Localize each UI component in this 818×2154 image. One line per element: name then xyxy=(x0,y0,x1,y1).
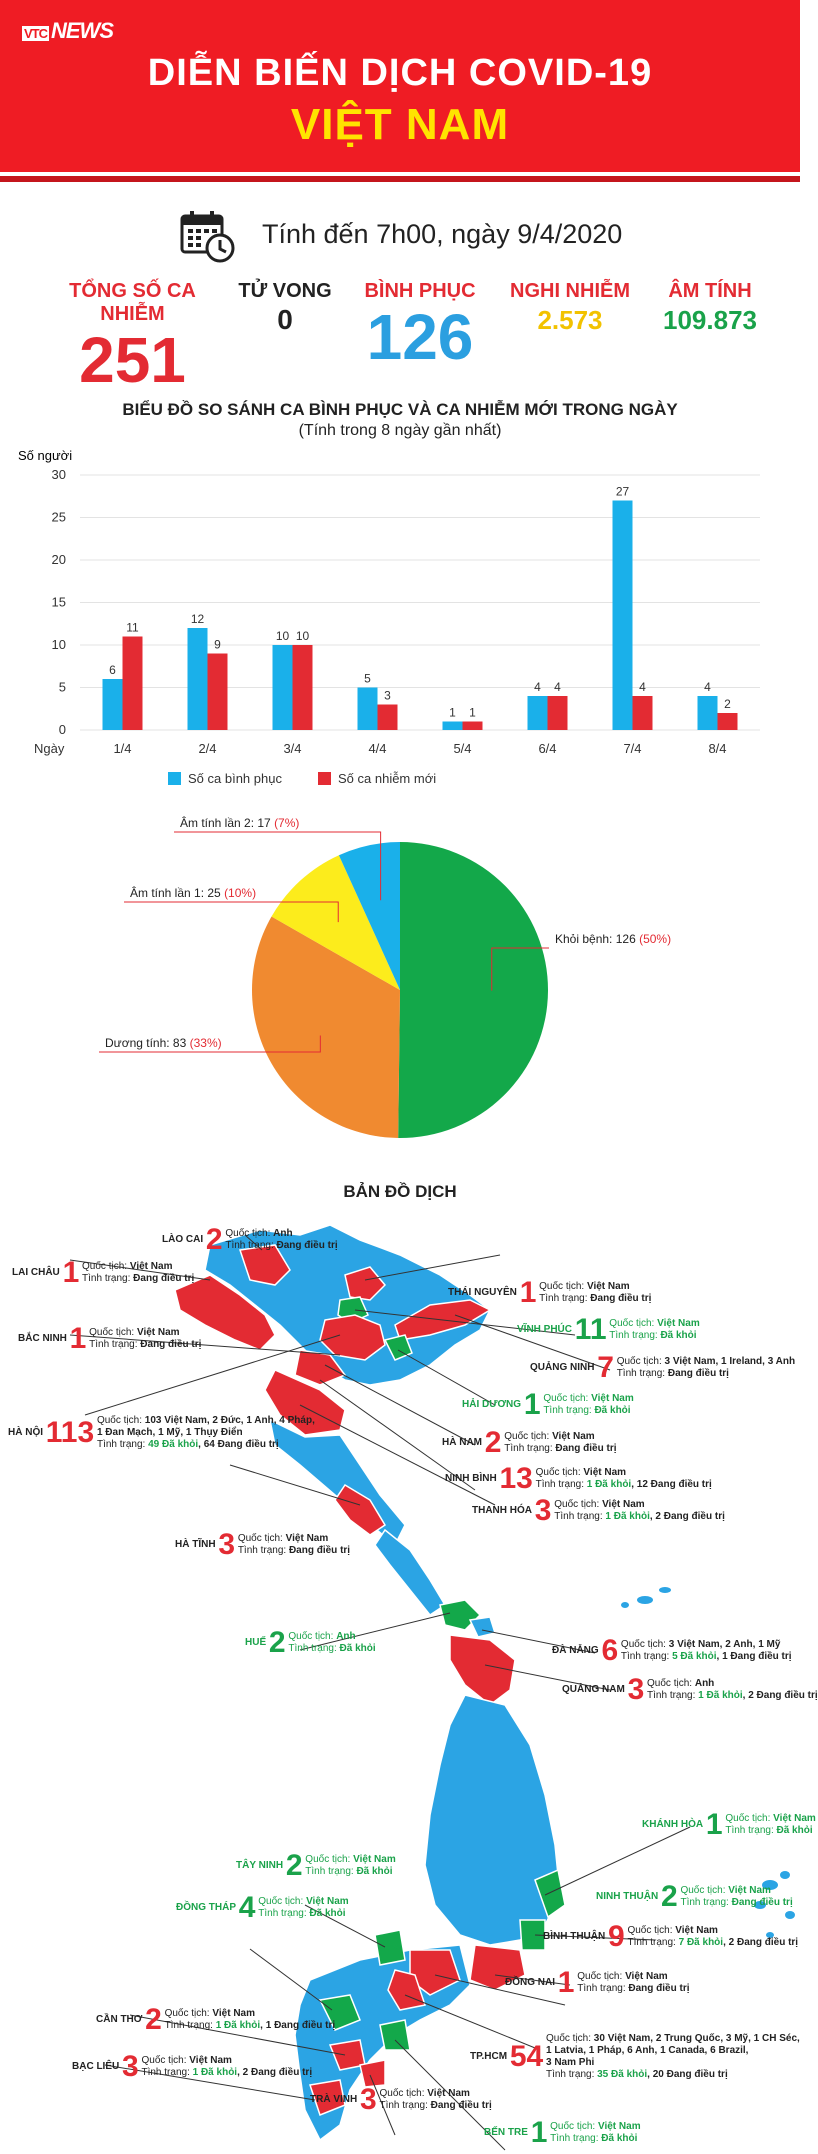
bar-data-label: 9 xyxy=(214,637,221,652)
vtc-news-logo[interactable]: VTC NEWS xyxy=(24,18,113,43)
y-tick-label: 15 xyxy=(51,594,66,610)
x-tick-label: 8/4 xyxy=(708,741,727,756)
map-label-bac-lieu: BẠC LIÊU 3 Quốc tịch: Việt Nam Tình trạng: 1 Đã khỏi, 2 Đang điều trị xyxy=(72,2050,313,2083)
pie-label xyxy=(555,932,671,946)
map-label-quang-ninh: QUẢNG NINH 7 Quốc tịch: 3 Việt Nam, 1 Ireland, 3 Anh Tình trạng: Đang điều trị xyxy=(530,1351,796,1384)
pie-label-text: Âm tính lần 2: 17 xyxy=(180,816,275,830)
bar xyxy=(718,713,738,730)
bar xyxy=(188,628,208,730)
pie-chart xyxy=(0,810,800,1180)
bar xyxy=(378,705,398,731)
bar xyxy=(443,722,463,731)
pie-label-pct: (10%) xyxy=(224,886,257,900)
pie-label-text: Dương tính: 83 xyxy=(105,1036,190,1050)
y-tick-label: 30 xyxy=(51,467,66,482)
bar xyxy=(293,645,313,730)
x-tick-label: 2/4 xyxy=(198,741,217,756)
x-tick-label: 3/4 xyxy=(283,741,302,756)
page-subtitle: VIỆT NAM xyxy=(290,100,510,149)
x-axis-label: Ngày xyxy=(34,741,65,756)
stat-label: ÂM TÍNH xyxy=(668,280,752,302)
y-tick-label: 20 xyxy=(51,552,66,567)
bar-data-label: 4 xyxy=(704,680,711,694)
bar xyxy=(698,696,718,730)
bar-data-label: 6 xyxy=(109,663,116,677)
stat-value: 126 xyxy=(366,301,474,373)
bar xyxy=(463,722,483,731)
pie-label-text: Khỏi bệnh: 126 xyxy=(555,932,640,946)
date-text: Tính đến 7h00, ngày 9/4/2020 xyxy=(262,218,623,249)
map-label-quang-nam: QUẢNG NAM 3 Quốc tịch: Anh Tình trạng: 1 Đã khỏi, 2 Đang điều trị xyxy=(562,1673,818,1706)
stat-total-cases xyxy=(40,280,225,394)
legend-label: Số ca nhiễm mới xyxy=(338,771,437,786)
map-label-tra-vinh: TRÀ VINH 3 Quốc tịch: Việt Nam Tình trạng: Đang điều trị xyxy=(310,2083,492,2116)
map-label-hue: HUẾ 2 Quốc tịch: Anh Tình trạng: Đã khỏi xyxy=(245,1626,376,1659)
pie-label xyxy=(180,815,299,830)
map-label-can-tho: CẦN THƠ 2 Quốc tịch: Việt Nam Tình trạng: 1 Đã khỏi, 1 Đang điều trị xyxy=(96,2003,336,2036)
pie-label xyxy=(130,885,256,900)
chart-subtitle: (Tính trong 8 ngày gần nhất) xyxy=(298,422,502,439)
x-tick-label: 6/4 xyxy=(538,741,557,756)
map-region-ben-tre xyxy=(380,2020,410,2050)
header-banner xyxy=(0,0,800,172)
y-axis-label: Số người xyxy=(18,448,73,463)
map-label-ha-tinh: HÀ TĨNH 3 Quốc tịch: Việt Nam Tình trạng: Đang điều trị xyxy=(175,1528,351,1561)
map-label-ninh-binh: NINH BÌNH 13 Quốc tịch: Việt Nam Tình trạng: 1 Đã khỏi, 12 Đang điều trị xyxy=(445,1462,712,1495)
bar xyxy=(358,688,378,731)
stat-suspected xyxy=(505,280,635,337)
map-label-thai-nguyen: THÁI NGUYÊN 1 Quốc tịch: Việt Nam Tình trạng: Đang điều trị xyxy=(448,1276,652,1309)
bar xyxy=(548,696,568,730)
map-label-lai-chau: LAI CHÂU 1 Quốc tịch: Việt Nam Tình trạng: Đang điều trị xyxy=(12,1256,195,1289)
map-region-da-nang xyxy=(470,1617,495,1637)
map-region-tay-ninh xyxy=(375,1930,405,1965)
bar-data-label: 3 xyxy=(384,688,391,703)
map-region-quang-nam xyxy=(450,1635,515,1705)
x-tick-label: 1/4 xyxy=(113,741,132,756)
bar-chart xyxy=(0,440,800,810)
bar-data-label: 5 xyxy=(364,671,371,686)
stat-label: TỬ VONG xyxy=(238,280,332,302)
bar-data-label: 2 xyxy=(724,697,731,711)
x-tick-label: 7/4 xyxy=(623,741,642,756)
map-region-quang-binh xyxy=(375,1530,445,1615)
y-tick-label: 0 xyxy=(58,722,66,737)
map-title: BẢN ĐỒ DỊCH xyxy=(343,1182,457,1201)
pie-label-pct: (33%) xyxy=(189,1036,222,1050)
bar xyxy=(103,679,123,730)
map-label-binh-thuan: BÌNH THUẬN 9 Quốc tịch: Việt Nam Tình trạng: 7 Đã khỏi, 2 Đang điều trị xyxy=(543,1920,799,1953)
map-label-tay-ninh: TÂY NINH 2 Quốc tịch: Việt Nam Tình trạng: Đã khỏi xyxy=(236,1849,396,1882)
map-label-lao-cai: LÀO CAI 2 Quốc tịch: Anh Tình trạng: Đang điều trị xyxy=(162,1223,338,1256)
legend-swatch xyxy=(318,772,331,785)
bar-data-label: 10 xyxy=(295,629,310,643)
bar-data-label: 10 xyxy=(275,629,290,643)
bar-data-label: 27 xyxy=(615,484,630,499)
bar xyxy=(613,501,633,731)
stat-negative xyxy=(650,280,770,337)
bar xyxy=(633,696,653,730)
bar xyxy=(123,637,143,731)
legend-label: Số ca bình phục xyxy=(188,771,282,786)
bar xyxy=(273,645,293,730)
stat-value: 251 xyxy=(79,324,186,396)
calendar-clock-icon xyxy=(180,208,232,260)
bar-data-label: 1 xyxy=(469,705,476,720)
map-region-central-south xyxy=(425,1695,560,1945)
bar xyxy=(208,654,228,731)
stat-value: 0 xyxy=(277,304,293,335)
stat-value: 2.573 xyxy=(537,305,603,335)
stat-deaths xyxy=(230,280,340,337)
y-tick-label: 10 xyxy=(51,637,66,652)
bar xyxy=(528,696,548,730)
stat-label: BÌNH PHỤC xyxy=(364,280,476,302)
map-label-vinh-phuc: VĨNH PHÚC 11 Quốc tịch: Việt Nam Tình trạng: Đã khỏi xyxy=(517,1313,700,1346)
bar-data-label: 12 xyxy=(190,612,205,626)
x-tick-label: 5/4 xyxy=(453,741,472,756)
map-label-dong-nai: ĐỒNG NAI 1 Quốc tịch: Việt Nam Tình trạng: Đang điều trị xyxy=(505,1966,690,1999)
map-label-dong-thap: ĐỒNG THÁP 4 Quốc tịch: Việt Nam Tình trạng: Đã khỏi xyxy=(176,1891,349,1924)
y-tick-label: 5 xyxy=(58,679,66,695)
pie-label-text: Âm tính lần 1: 25 xyxy=(130,886,225,900)
pie-label xyxy=(105,1036,222,1050)
map-label-da-nang: ĐÀ NẴNG 6 Quốc tịch: 3 Việt Nam, 2 Anh, 1 Mỹ Tình trạng: 5 Đã khỏi, 1 Đang điều trị xyxy=(552,1634,792,1667)
legend-swatch xyxy=(168,772,181,785)
page-title: DIỄN BIẾN DỊCH COVID-19 xyxy=(147,52,653,94)
map-label-ha-nam: HÀ NAM 2 Quốc tịch: Việt Nam Tình trạng: Đang điều trị xyxy=(442,1426,617,1459)
bar-data-label: 4 xyxy=(554,680,561,694)
x-tick-label: 4/4 xyxy=(368,741,387,756)
y-tick-label: 25 xyxy=(51,509,66,525)
map-label-khanh-hoa: KHÁNH HÒA 1 Quốc tịch: Việt Nam Tình trạng: Đã khỏi xyxy=(642,1808,816,1841)
header-divider xyxy=(0,176,800,182)
stat-label: NGHI NHIỄM xyxy=(510,280,630,302)
map-label-hai-duong: HẢI DƯƠNG 1 Quốc tịch: Việt Nam Tình trạng: Đã khỏi xyxy=(462,1388,634,1421)
map-label-ha-noi: HÀ NỘI 113 Quốc tịch: 103 Việt Nam, 2 Đức, 1 Anh, 4 Pháp, 1 Đan Mạch, 1 Mỹ, 1 Thụy Điển Tình trạng: 49 Đã khỏi, 64 Đang điều trị xyxy=(8,1415,315,1450)
pie-label-pct: (7%) xyxy=(274,816,300,830)
map-label-thanh-hoa: THANH HÓA 3 Quốc tịch: Việt Nam Tình trạng: 1 Đã khỏi, 2 Đang điều trị xyxy=(472,1494,725,1527)
map-label-ninh-thuan: NINH THUẬN 2 Quốc tịch: Việt Nam Tình trạng: Đang điều trị xyxy=(596,1880,793,1913)
map-label-tp-hcm: TP.HCM 54 Quốc tịch: 30 Việt Nam, 2 Trung Quốc, 3 Mỹ, 1 CH Séc, 1 Latvia, 1 Pháp, 6 Anh, 1 Canada, 6 Brazil, 3 Nam Phi Tình trạng: 35 Đã khỏi, 20 Đang điều trị xyxy=(470,2033,800,2080)
bar-data-label: 1 xyxy=(449,705,456,720)
stat-label: TỔNG SỐ CA NHIỄM xyxy=(69,280,196,325)
bar-data-label: 11 xyxy=(126,620,139,635)
chart-title: BIỂU ĐỒ SO SÁNH CA BÌNH PHỤC VÀ CA NHIỄM MỚI TRONG NGÀY xyxy=(122,400,678,419)
date-row xyxy=(180,206,622,262)
pie-label-pct: (50%) xyxy=(639,932,672,946)
bar-data-label: 4 xyxy=(639,680,646,694)
bar-data-label: 4 xyxy=(534,680,541,694)
stat-value: 109.873 xyxy=(663,305,757,335)
stat-recovered xyxy=(350,280,490,371)
map-label-bac-ninh: BẮC NINH 1 Quốc tịch: Việt Nam Tình trạng: Đang điều trị xyxy=(18,1322,202,1355)
pie-slice xyxy=(398,842,548,1138)
map-label-ben-tre: BẾN TRE 1 Quốc tịch: Việt Nam Tình trạng: Đã khỏi xyxy=(484,2116,641,2149)
